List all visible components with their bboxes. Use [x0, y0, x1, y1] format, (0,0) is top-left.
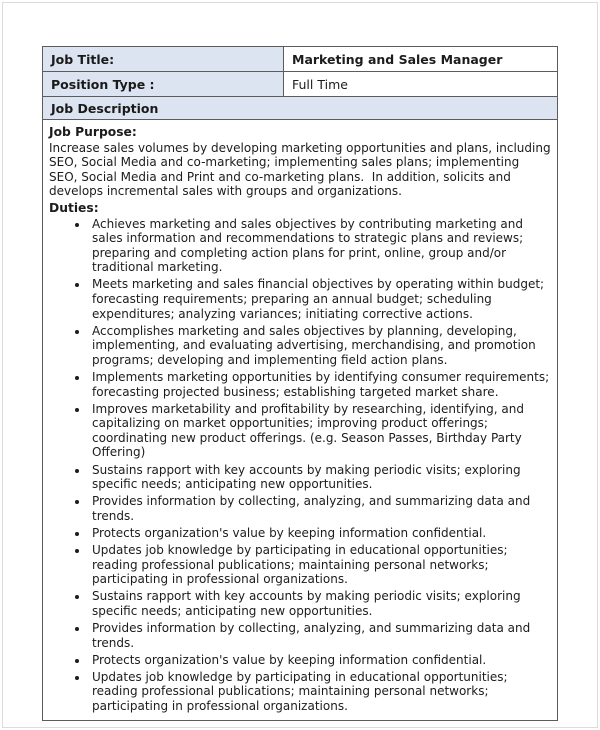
duty-item: • Protects organization's value by keeping information confidential.	[89, 653, 551, 668]
position-type-value: Full Time	[284, 72, 557, 96]
job-purpose-text: Increase sales volumes by developing marketing opportunities and plans, including SEO, Social Media and co-marketing; implementing sales plans; implementing SEO, Social Media and Print and co-marketing plans. In addition, solicits and develops incremental sales with groups and organizations.	[49, 140, 555, 199]
job-title-label: Job Title:	[43, 47, 284, 71]
job-title-value: Marketing and Sales Manager	[284, 47, 557, 71]
job-description-body	[43, 120, 557, 720]
duty-item: • Accomplishes marketing and sales objectives by planning, developing, implementing, and evaluating advertising, merchandising, and promotion programs; developing and implementing field action plans.	[89, 324, 551, 368]
job-description-table	[42, 46, 558, 721]
duty-item: • Improves marketability and profitability by researching, identifying, and capitalizing on market opportunities; improving product offerings; coordinating new product offerings. (e.g. Season Passes, Birthday Party Offering)	[89, 402, 551, 460]
duty-item: • Sustains rapport with key accounts by making periodic visits; exploring specific needs; anticipating new opportunities.	[89, 589, 551, 618]
duty-item: • Provides information by collecting, analyzing, and summarizing data and trends.	[89, 621, 551, 650]
position-type-label: Position Type :	[43, 72, 284, 96]
duty-item: • Updates job knowledge by participating in educational opportunities; reading professional publications; maintaining personal networks; participating in professional organizations.	[89, 543, 551, 587]
duty-item: • Achieves marketing and sales objectives by contributing marketing and sales information and recommendations to strategic plans and reviews; preparing and completing action plans for print, online, group and/or traditional marketing.	[89, 217, 551, 275]
duty-item: • Protects organization's value by keeping information confidential.	[89, 526, 551, 541]
duty-item: • Updates job knowledge by participating in educational opportunities; reading professional publications; maintaining personal networks; participating in professional organizations.	[89, 670, 551, 714]
job-title-row	[43, 47, 557, 72]
position-type-row	[43, 72, 557, 97]
duty-item: • Meets marketing and sales financial objectives by operating within budget; forecasting requirements; preparing an annual budget; scheduling expenditures; analyzing variances; initiating corrective actions.	[89, 277, 551, 321]
duty-item: • Provides information by collecting, analyzing, and summarizing data and trends.	[89, 494, 551, 523]
duties-heading: Duties:	[49, 200, 99, 215]
job-purpose-heading: Job Purpose:	[49, 125, 137, 139]
job-description-section-header: Job Description	[43, 97, 557, 120]
duty-item: • Sustains rapport with key accounts by making periodic visits; exploring specific needs; anticipating new opportunities.	[89, 463, 551, 492]
duty-item: • Implements marketing opportunities by identifying consumer requirements; forecasting projected business; establishing targeted market share.	[89, 370, 551, 399]
duties-list	[49, 217, 551, 714]
